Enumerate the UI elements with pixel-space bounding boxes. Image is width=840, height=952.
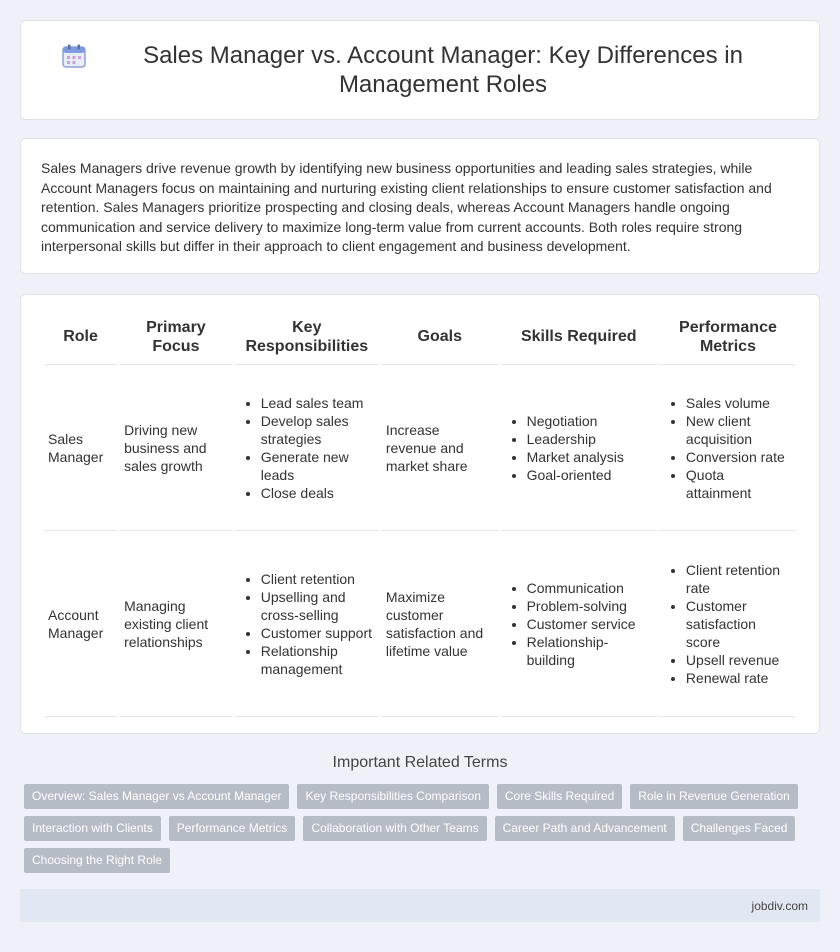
cell-metrics <box>660 531 796 717</box>
list-item: • Problem-solving <box>527 597 653 615</box>
cell-skills <box>501 531 657 717</box>
title-card <box>20 20 820 120</box>
page-title: Sales Manager vs. Account Manager: Key Differences in Management Roles <box>143 42 743 98</box>
list-item: • New client acquisition <box>686 412 792 448</box>
header-role: Role <box>44 309 117 365</box>
related-terms <box>0 754 840 873</box>
related-tag[interactable]: Key Responsibilities Comparison <box>297 784 488 809</box>
cell-responsibilities <box>235 531 379 717</box>
list-item: • Goal-oriented <box>527 466 653 484</box>
header-key-responsibilities: Key Responsibilities <box>235 309 379 365</box>
footer <box>20 889 820 922</box>
title-wrap <box>61 41 779 99</box>
list-item: • Quota attainment <box>686 466 792 502</box>
list-item: • Relationship-building <box>527 633 653 669</box>
list-item: • Upsell revenue <box>686 651 792 669</box>
comparison-table-card <box>20 294 820 734</box>
list-item: • Generate new leads <box>261 448 375 484</box>
related-tag[interactable]: Career Path and Advancement <box>495 816 675 841</box>
table-row <box>44 365 796 531</box>
comparison-table <box>41 309 799 717</box>
header-primary-focus: Primary Focus <box>120 309 232 365</box>
cell-focus: Driving new business and sales growth <box>120 365 232 531</box>
cell-goals: Increase revenue and market share <box>382 365 498 531</box>
list-item: • Customer satisfaction score <box>686 597 792 651</box>
summary-card <box>20 138 820 274</box>
list-item: • Upselling and cross-selling <box>261 588 375 624</box>
related-tag[interactable]: Core Skills Required <box>497 784 622 809</box>
list-item: • Lead sales team <box>261 394 375 412</box>
header-performance-metrics: Performance Metrics <box>660 309 796 365</box>
list-item: • Negotiation <box>527 412 653 430</box>
list-item: • Renewal rate <box>686 669 792 687</box>
list-item: • Customer support <box>261 624 375 642</box>
related-tag[interactable]: Challenges Faced <box>683 816 796 841</box>
cell-responsibilities <box>235 365 379 531</box>
table-header-row <box>44 309 796 365</box>
list-item: • Close deals <box>261 484 375 502</box>
footer-site-link[interactable]: jobdiv.com <box>751 898 808 913</box>
list-item: • Customer service <box>527 615 653 633</box>
cell-role: Sales Manager <box>44 365 117 531</box>
header-goals: Goals <box>382 309 498 365</box>
cell-skills <box>501 365 657 531</box>
related-tag[interactable]: Collaboration with Other Teams <box>303 816 486 841</box>
cell-role: Account Manager <box>44 531 117 717</box>
list-item: • Leadership <box>527 430 653 448</box>
related-tag[interactable]: Interaction with Clients <box>24 816 161 841</box>
list-item: • Client retention rate <box>686 561 792 597</box>
list-item: • Client retention <box>261 570 375 588</box>
cell-metrics <box>660 365 796 531</box>
related-tag[interactable]: Performance Metrics <box>169 816 296 841</box>
list-item: • Communication <box>527 579 653 597</box>
cell-focus: Managing existing client relationships <box>120 531 232 717</box>
calendar-icon <box>61 43 87 69</box>
related-terms-tags <box>0 784 840 873</box>
list-item: • Develop sales strategies <box>261 412 375 448</box>
list-item: • Conversion rate <box>686 448 792 466</box>
list-item: • Sales volume <box>686 394 792 412</box>
cell-goals: Maximize customer satisfaction and lifetime value <box>382 531 498 717</box>
list-item: • Market analysis <box>527 448 653 466</box>
summary-text: Sales Managers drive revenue growth by identifying new business opportunities and leading sales strategies, while Account Managers focus on maintaining and nurturing existing client relationships to ensure customer satisfaction and retention. Sales Managers prioritize prospecting and closing deals, whereas Account Managers handle ongoing communication and service delivery to maximize long-term value from current accounts. Both roles require strong interpersonal skills but differ in their approach to client engagement and business development. <box>41 160 772 254</box>
table-row <box>44 531 796 717</box>
related-tag[interactable]: Role in Revenue Generation <box>630 784 797 809</box>
list-item: • Relationship management <box>261 642 375 678</box>
related-terms-heading: Important Related Terms <box>332 754 508 771</box>
related-tag[interactable]: Overview: Sales Manager vs Account Manager <box>24 784 289 809</box>
header-skills-required: Skills Required <box>501 309 657 365</box>
related-tag[interactable]: Choosing the Right Role <box>24 848 170 873</box>
